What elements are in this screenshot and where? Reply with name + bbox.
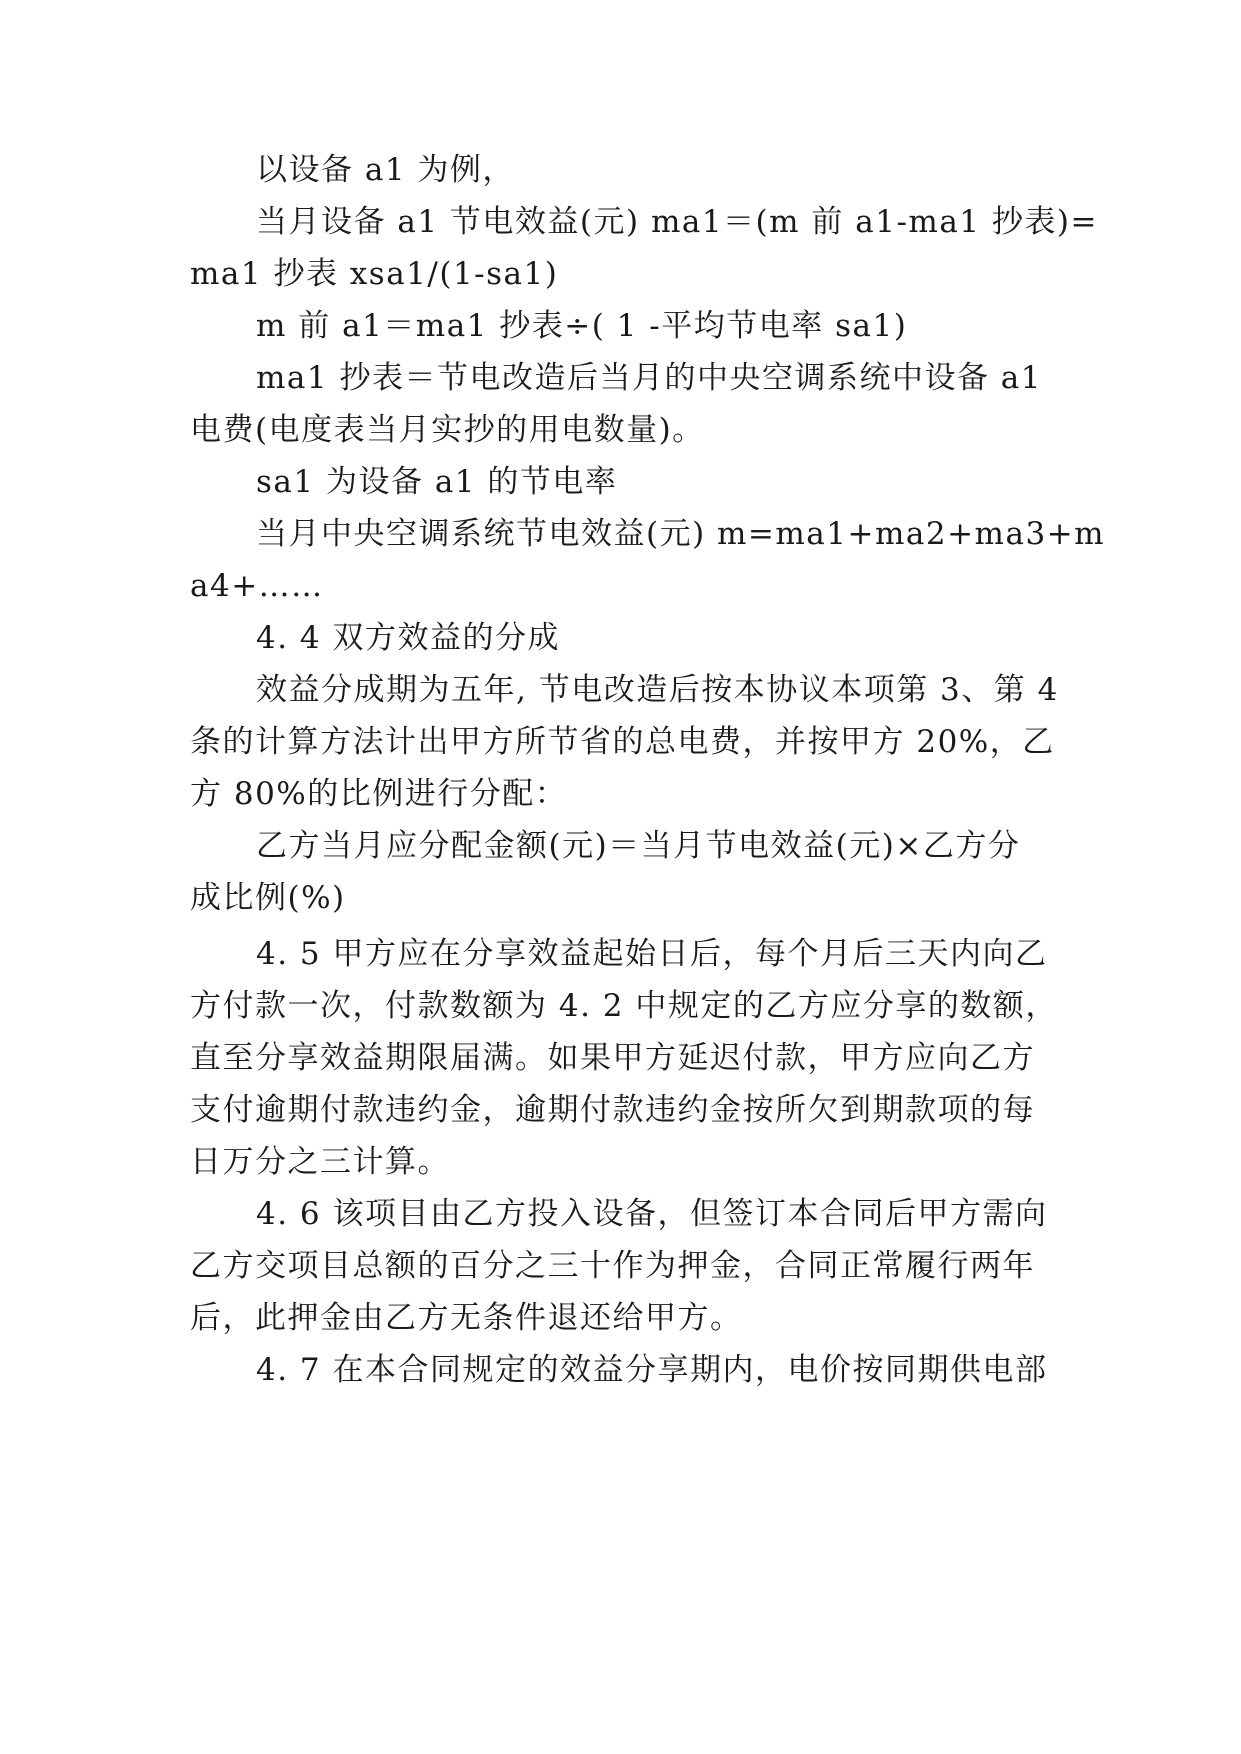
text-line-9: a4+…… [190,568,324,604]
text-line-13: 方 80%的比例进行分配： [190,776,568,812]
text-line-1: 以设备 a1 为例， [256,152,515,188]
text-line-12: 条的计算方法计出甲方所节省的总电费，并按甲方 20%，乙 [190,724,1055,760]
text-line-5: ma1 抄表＝节电改造后当月的中央空调系统中设备 a1 [256,360,1043,396]
clause-4-5: 4. 5 甲方应在分享效益起始日后，每个月后三天内向乙 [256,936,1048,972]
text-line-14: 乙方当月应分配金额(元)＝当月节电效益(元)×乙方分 [256,828,1021,864]
section-heading-4-4: 4. 4 双方效益的分成 [256,620,561,656]
text-line-18: 直至分享效益期限届满。如果甲方延迟付款，甲方应向乙方 [190,1040,1035,1076]
text-line-22: 乙方交项目总额的百分之三十作为押金，合同正常履行两年 [190,1248,1035,1284]
text-line-19: 支付逾期付款违约金，逾期付款违约金按所欠到期款项的每 [190,1092,1035,1128]
text-line-4: m 前 a1＝ma1 抄表÷( 1 -平均节电率 sa1) [256,308,908,344]
text-line-23: 后，此押金由乙方无条件退还给甲方。 [190,1300,743,1336]
text-line-3: ma1 抄表 xsa1/(1-sa1) [190,256,559,292]
text-line-11: 效益分成期为五年, 节电改造后按本协议本项第 3、第 4 [256,672,1059,708]
text-line-2: 当月设备 a1 节电效益(元) ma1＝(m 前 a1-ma1 抄表)= [256,204,1098,240]
text-line-8: 当月中央空调系统节电效益(元) m=ma1+ma2+ma3+m [256,516,1106,552]
clause-4-7: 4. 7 在本合同规定的效益分享期内，电价按同期供电部 [256,1352,1048,1388]
text-line-15: 成比例(%) [190,880,346,916]
text-line-20: 日万分之三计算。 [190,1144,450,1180]
text-line-6: 电费(电度表当月实抄的用电数量)。 [190,412,705,448]
text-line-7: sa1 为设备 a1 的节电率 [256,464,618,500]
text-line-17: 方付款一次，付款数额为 4. 2 中规定的乙方应分享的数额， [190,988,1058,1024]
clause-4-6: 4. 6 该项目由乙方投入设备，但签订本合同后甲方需向 [256,1196,1048,1232]
